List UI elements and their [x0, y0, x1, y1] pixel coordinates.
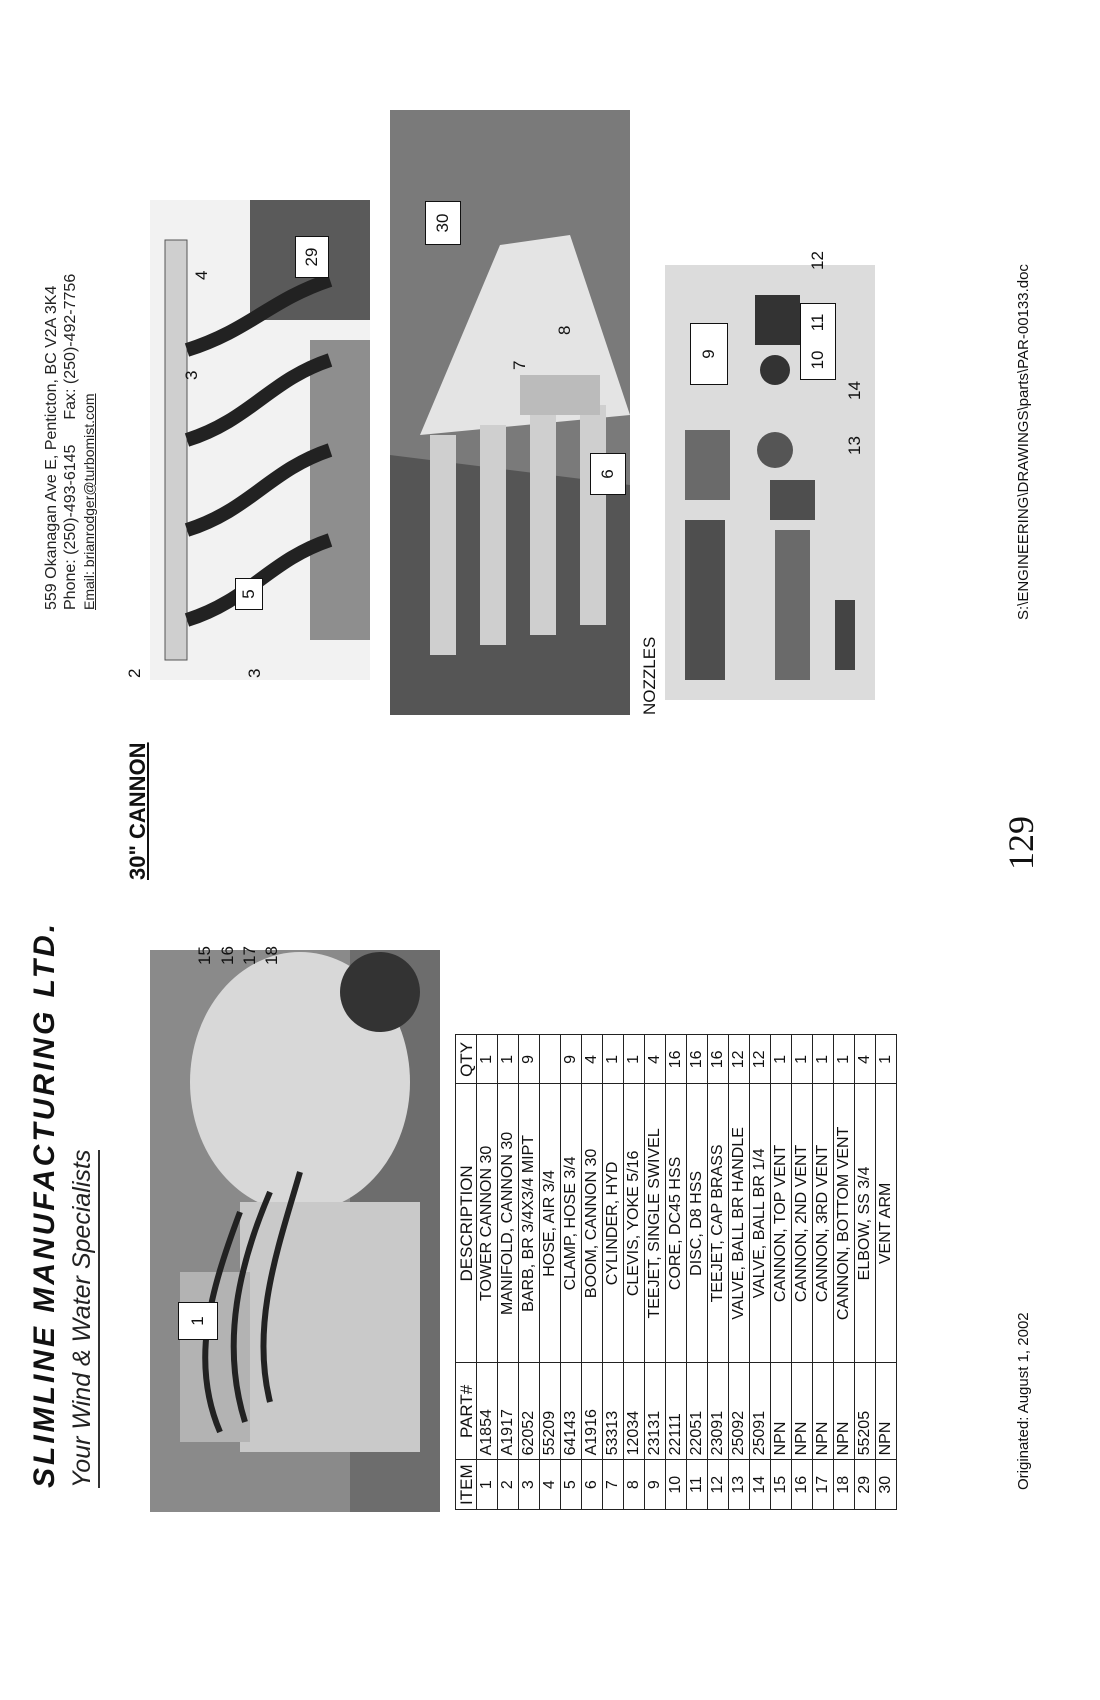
phone-fax-line [61, 274, 80, 610]
cell-qty: 12 [750, 1035, 771, 1084]
cell-item: 18 [834, 1460, 855, 1510]
cell-item: 16 [792, 1460, 813, 1510]
cell-description: CLEVIS, YOKE 5/16 [624, 1084, 645, 1363]
table-body [477, 1035, 897, 1510]
cell-description: CANNON, 2ND VENT [792, 1084, 813, 1363]
cell-part: 55205 [855, 1363, 876, 1460]
cell-description: TOWER CANNON 30 [477, 1084, 498, 1363]
callout-8: 8 [555, 325, 574, 335]
table-row [708, 1035, 729, 1510]
email-text: Email: brianrodger@turbomist.com [81, 393, 97, 610]
cell-part: 23091 [708, 1363, 729, 1460]
company-tagline: Your Wind & Water Specialists [68, 1150, 100, 1488]
parts-table [455, 1034, 897, 1510]
table-row [519, 1035, 540, 1510]
cell-description: CORE, DC45 HSS [666, 1084, 687, 1363]
cell-item: 3 [519, 1460, 540, 1510]
cell-part: 55209 [540, 1363, 561, 1460]
table-row [855, 1035, 876, 1510]
cell-description: BOOM, CANNON 30 [582, 1084, 603, 1363]
cell-item: 4 [540, 1460, 561, 1510]
table-row [540, 1035, 561, 1510]
cell-part: A1916 [582, 1363, 603, 1460]
cell-description: VALVE, BALL BR 1/4 [750, 1084, 771, 1363]
callout-14: 14 [845, 381, 864, 400]
cell-part: NPN [876, 1363, 897, 1460]
cell-part: 62052 [519, 1363, 540, 1460]
cell-part: A1854 [477, 1363, 498, 1460]
cell-part: NPN [771, 1363, 792, 1460]
callout-3-lower: 3 [245, 668, 264, 678]
cell-description: TEEJET, SINGLE SWIVEL [645, 1084, 666, 1363]
callout-15: 15 [195, 946, 214, 965]
cell-part: 22051 [687, 1363, 708, 1460]
originated-date: Originated: August 1, 2002 [1015, 1312, 1032, 1490]
cell-item: 29 [855, 1460, 876, 1510]
cell-description: CANNON, TOP VENT [771, 1084, 792, 1363]
cell-description: ELBOW, SS 3/4 [855, 1084, 876, 1363]
header-description: DESCRIPTION [456, 1084, 477, 1363]
cell-description: CANNON, BOTTOM VENT [834, 1084, 855, 1363]
table-row [813, 1035, 834, 1510]
table-row [834, 1035, 855, 1510]
cell-qty: 16 [666, 1035, 687, 1084]
table-row [666, 1035, 687, 1510]
cell-item: 12 [708, 1460, 729, 1510]
phone-text: Phone: (250)-493-6145 [62, 444, 79, 610]
callout-10: 10 [808, 350, 827, 370]
address-line: 559 Okanagan Ave E, Penticton, BC V2A 3K4 [43, 285, 60, 610]
cell-part: NPN [792, 1363, 813, 1460]
callout-30: 30 [425, 201, 461, 245]
company-name: SLIMLINE MANUFACTURING LTD. [28, 920, 61, 1488]
header-item: ITEM [456, 1460, 477, 1510]
cell-qty: 1 [771, 1035, 792, 1084]
callout-16: 16 [218, 946, 237, 965]
cell-qty: 9 [519, 1035, 540, 1084]
cell-qty [540, 1035, 561, 1084]
cell-qty: 4 [645, 1035, 666, 1084]
page-number: 129 [1001, 816, 1041, 870]
cell-part: 53313 [603, 1363, 624, 1460]
cell-qty: 1 [834, 1035, 855, 1084]
callout-13: 13 [845, 436, 864, 455]
cell-item: 11 [687, 1460, 708, 1510]
cell-part: 25091 [750, 1363, 771, 1460]
cell-part: 25092 [729, 1363, 750, 1460]
callout-11: 11 [808, 313, 827, 332]
table-row [750, 1035, 771, 1510]
header-part: PART# [456, 1363, 477, 1460]
cell-item: 7 [603, 1460, 624, 1510]
callout-6: 6 [590, 453, 626, 495]
cell-qty: 1 [876, 1035, 897, 1084]
cell-qty: 9 [561, 1035, 582, 1084]
tower-cannon-photo [150, 950, 440, 1512]
callout-29: 29 [295, 236, 329, 278]
cell-description: CLAMP, HOSE 3/4 [561, 1084, 582, 1363]
callout-5: 5 [235, 578, 263, 610]
cell-qty: 1 [477, 1035, 498, 1084]
table-row [561, 1035, 582, 1510]
table-row [792, 1035, 813, 1510]
fax-text: Fax: (250)-492-7756 [62, 273, 79, 420]
table-row [771, 1035, 792, 1510]
table-row [729, 1035, 750, 1510]
callout-2: 2 [125, 668, 144, 678]
table-row [498, 1035, 519, 1510]
callout-7: 7 [510, 360, 529, 370]
cell-description: CANNON, 3RD VENT [813, 1084, 834, 1363]
table-header-row [456, 1035, 477, 1510]
callout-17: 17 [240, 946, 259, 965]
table-row [624, 1035, 645, 1510]
callout-12: 12 [808, 251, 827, 270]
cell-qty: 1 [813, 1035, 834, 1084]
cell-qty: 1 [624, 1035, 645, 1084]
cell-item: 9 [645, 1460, 666, 1510]
cell-item: 30 [876, 1460, 897, 1510]
cell-item: 8 [624, 1460, 645, 1510]
table-row [645, 1035, 666, 1510]
cell-description: VALVE, BALL BR HANDLE [729, 1084, 750, 1363]
cell-part: 12034 [624, 1363, 645, 1460]
cell-qty: 16 [687, 1035, 708, 1084]
page-title: 30" CANNON [125, 742, 150, 880]
cell-item: 14 [750, 1460, 771, 1510]
callout-18: 18 [262, 946, 281, 965]
cell-description: HOSE, AIR 3/4 [540, 1084, 561, 1363]
cell-qty: 1 [792, 1035, 813, 1084]
cell-item: 2 [498, 1460, 519, 1510]
cell-part: A1917 [498, 1363, 519, 1460]
cell-qty: 4 [855, 1035, 876, 1084]
table-row [477, 1035, 498, 1510]
cell-item: 10 [666, 1460, 687, 1510]
cell-qty: 1 [498, 1035, 519, 1084]
cell-item: 1 [477, 1460, 498, 1510]
cell-item: 6 [582, 1460, 603, 1510]
file-path: S:\ENGINEERING\DRAWINGS\parts\PAR-00133.doc [1015, 264, 1032, 620]
cell-item: 13 [729, 1460, 750, 1510]
cell-qty: 1 [603, 1035, 624, 1084]
table-row [582, 1035, 603, 1510]
table-row [687, 1035, 708, 1510]
cell-description: VENT ARM [876, 1084, 897, 1363]
cell-part: 23131 [645, 1363, 666, 1460]
table-row [603, 1035, 624, 1510]
cell-description: TEEJET, CAP BRASS [708, 1084, 729, 1363]
callout-9: 9 [690, 323, 728, 385]
cell-description: MANIFOLD, CANNON 30 [498, 1084, 519, 1363]
cell-item: 15 [771, 1460, 792, 1510]
cell-part: 64143 [561, 1363, 582, 1460]
table-row [876, 1035, 897, 1510]
header-qty: QTY [456, 1035, 477, 1084]
cell-qty: 12 [729, 1035, 750, 1084]
cell-qty: 16 [708, 1035, 729, 1084]
callout-3-upper: 3 [182, 370, 201, 380]
cell-description: CYLINDER, HYD [603, 1084, 624, 1363]
callout-4: 4 [192, 270, 211, 280]
cell-part: NPN [813, 1363, 834, 1460]
cell-item: 17 [813, 1460, 834, 1510]
callout-10-11 [800, 303, 836, 380]
cell-qty: 4 [582, 1035, 603, 1084]
nozzles-label: NOZZLES [640, 636, 659, 715]
cell-part: 22111 [666, 1363, 687, 1460]
callout-1: 1 [178, 1302, 218, 1340]
cell-description: BARB, BR 3/4X3/4 MIPT [519, 1084, 540, 1363]
cell-part: NPN [834, 1363, 855, 1460]
cell-description: DISC, D8 HSS [687, 1084, 708, 1363]
cell-item: 5 [561, 1460, 582, 1510]
company-address-block [42, 274, 99, 610]
